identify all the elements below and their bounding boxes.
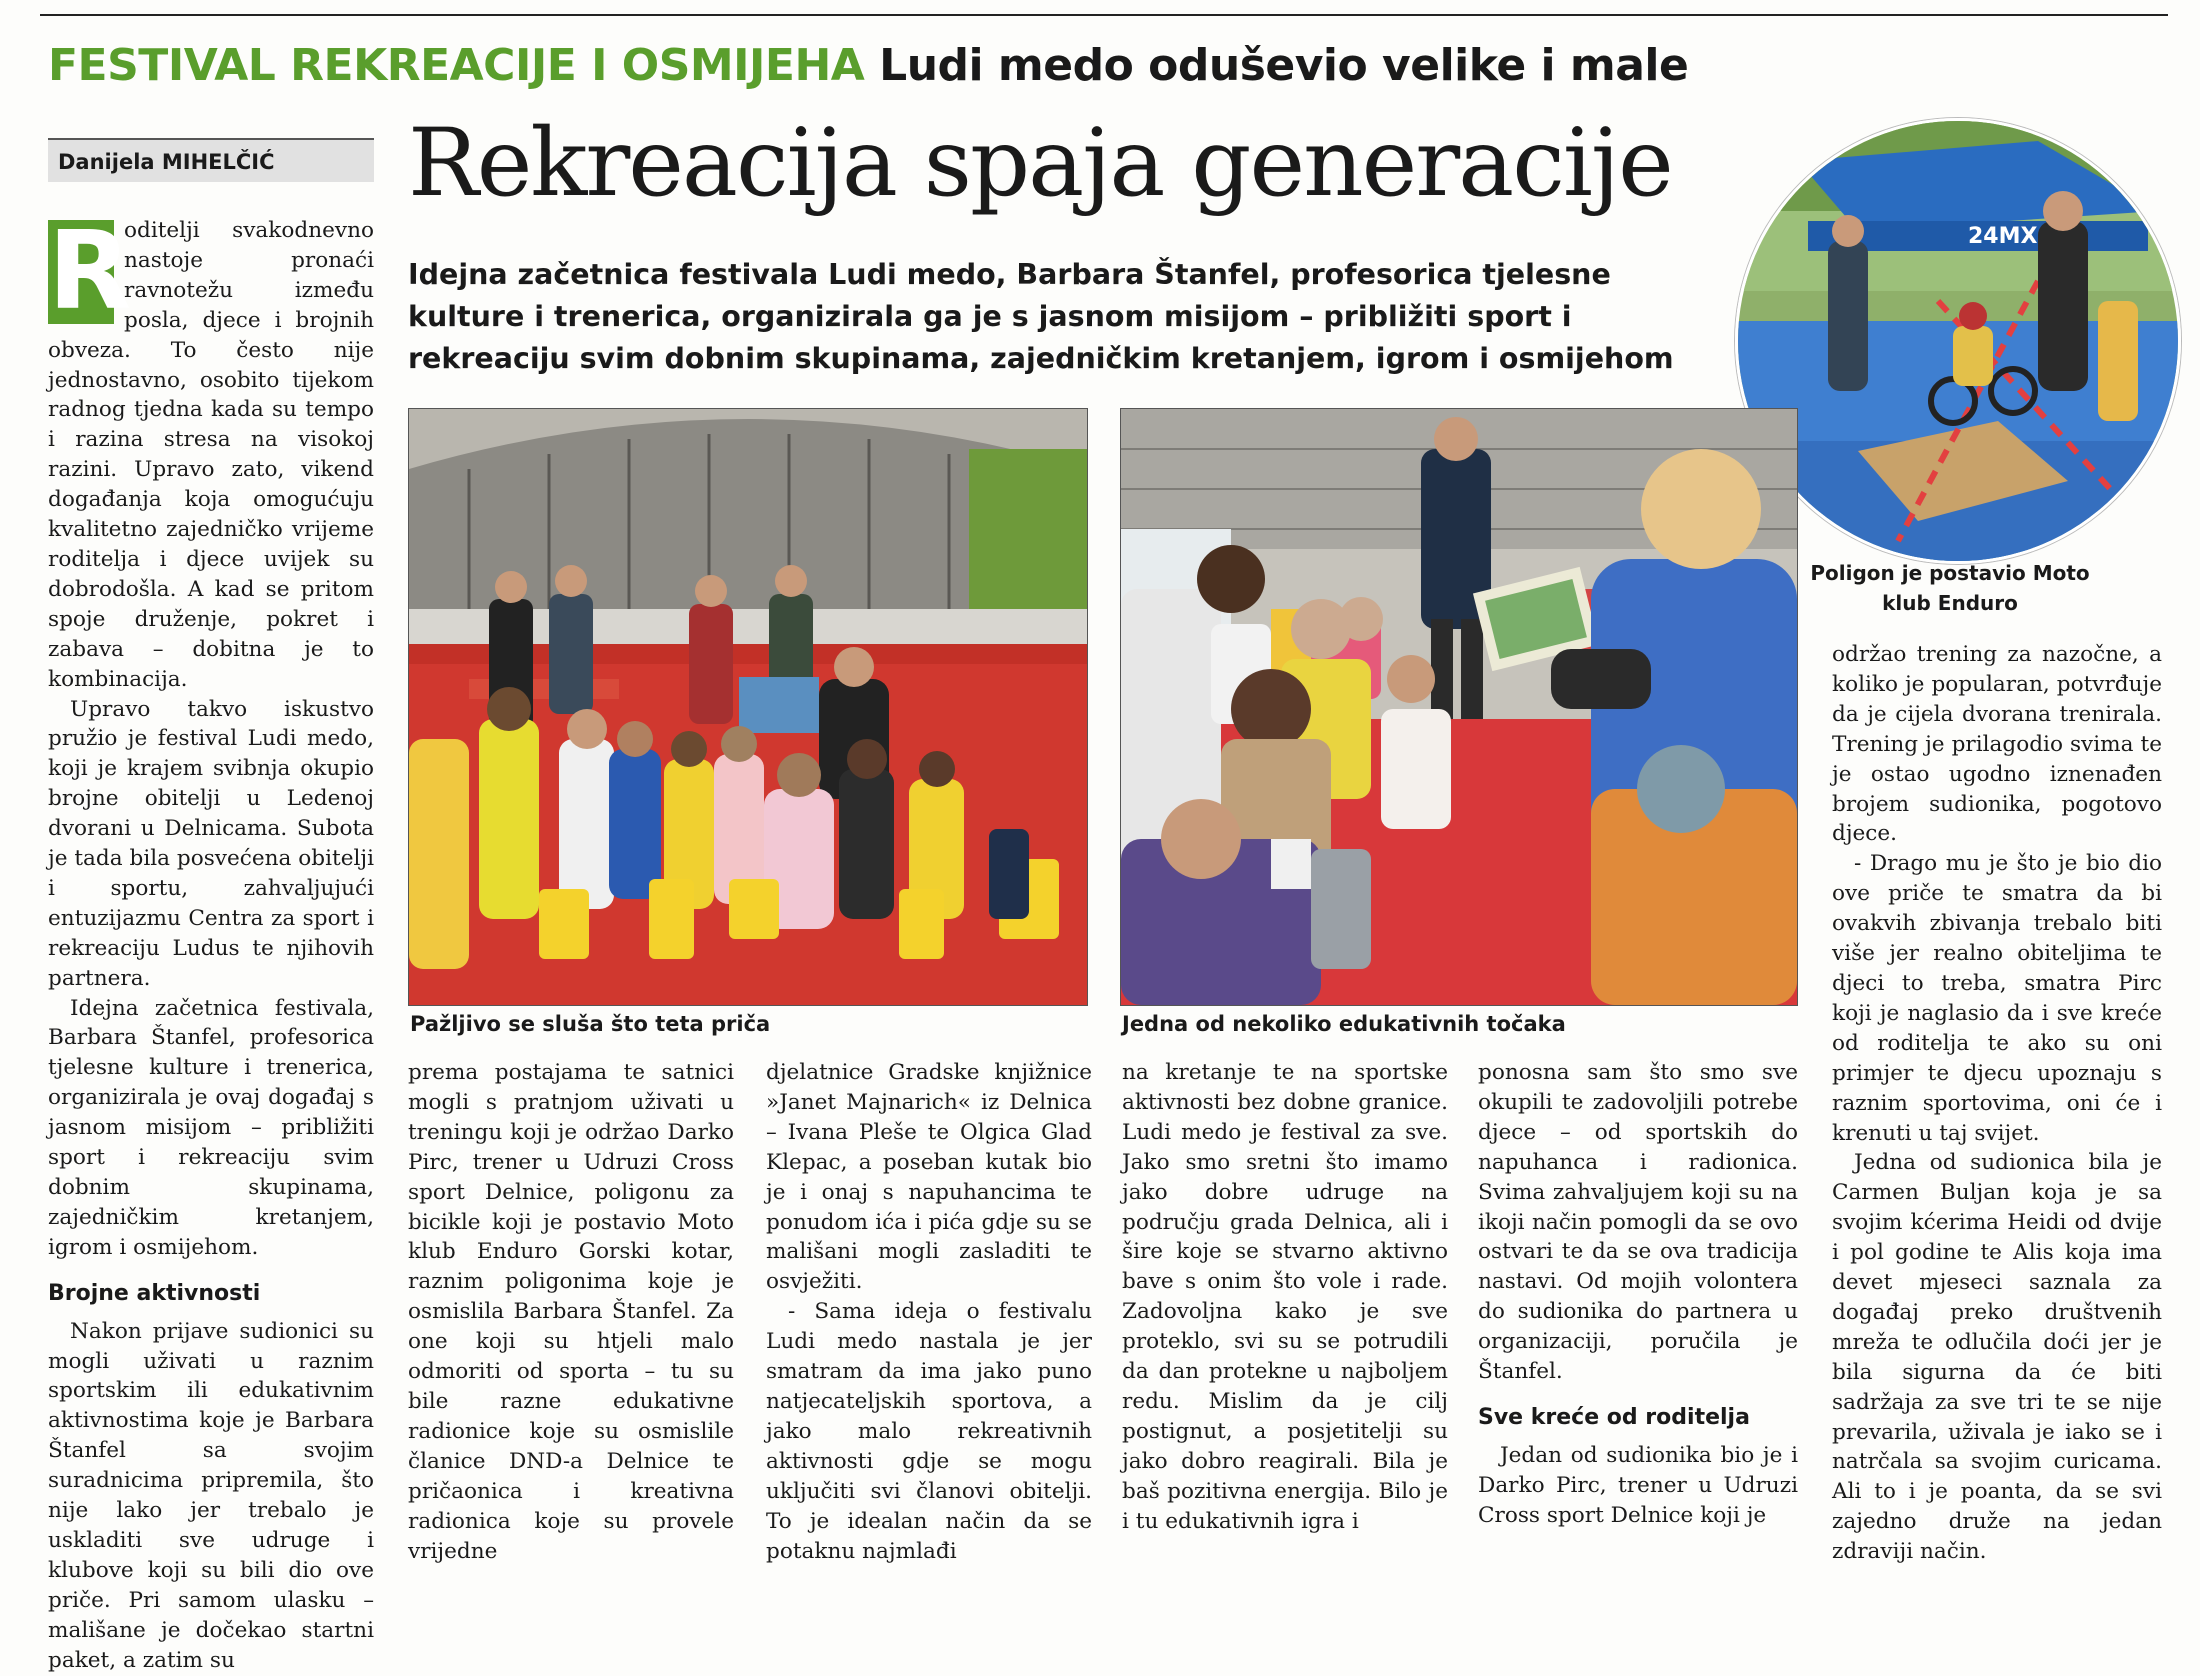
dropcap: R (48, 209, 132, 334)
article-column-6 (1832, 640, 2162, 1567)
article-column-1 (48, 209, 374, 1676)
kicker-green: FESTIVAL REKREACIJE I OSMIJEHA (48, 40, 865, 91)
paragraph: djelatnice Gradske knjižnice »Janet Majnarich« iz Delnica – Ivana Pleše te Olgica Glad Klepac, a poseban kutak bio je i onaj s napuhancima te ponudom ića i pića gdje su se mališani mogli zasladiti te osvježiti. (766, 1060, 1092, 1295)
paragraph: na kretanje te na sportske aktivnosti bez dobne granice. Ludi medo je festival za sve. Jako smo sretni što imamo jako dobre udruge na području grada Delnica, ali i šire koje se stvarno aktivno bave s onim što vole i rade. Zadovoljna kako je sve proteklo, svi su se potrudili da dan protekne u najboljem redu. Mislim da je cilj postignut, a posjetitelji su jako dobro reagirali. Bila je baš pozitivna energija. Bilo je i tu edukativnih igra i (1122, 1060, 1448, 1534)
paragraph: - Drago mu je što je bio dio ove priče te smatra da bi ovakvih zbivanja trebalo biti više jer realno obiteljima te djeci to treba, smatra Pirc koji je naglasio da i sve kreće od roditelja te ako su oni primjer te djecu upoznaju s raznim sportovima, oni će i krenuti u taj svijet. (1832, 851, 2162, 1146)
lead-paragraph (408, 254, 1728, 380)
article-column-3 (766, 1058, 1092, 1566)
paragraph: oditelji svakodnevno nastoje pronaći ravnotežu između posla, djece i brojnih obveza. To često nije jednostavno, osobito tijekom radnog tjedna kada su tempo i razina stresa na visokoj razini. Upravo zato, vikend događanja koja omogućuju kvalitetno zajedničko vrijeme roditelja i djece uvijek su dobrodošla. A kad se pritom spoje druženje, pokret i zabava – dobitna je to kombinacija. (48, 218, 374, 692)
paragraph: Upravo takvo iskustvo pružio je festival Ludi medo, koji je krajem svibnja okupio brojne obitelji u Ledenoj dvorani u Delnicama. Subota je tada bila posvećena obitelji i sportu, zahvaljujući entuzijazmu Centra za sport i rekreaciju Ludus te njihovih partnera. (48, 696, 374, 991)
photo-story-time (408, 408, 1088, 1006)
lead-line: rekreaciju svim dobnim skupinama, zajedničkim kretanjem, igrom i osmijehom (408, 342, 1674, 375)
kicker-dark: Ludi medo oduševio velike i male (879, 40, 1689, 91)
circle-photo-bike-polygon (1735, 118, 2181, 564)
paragraph: - Sama ideja o festivalu Ludi medo nastala je jer smatram da ima jako puno natjecateljskih sportova, a jako malo rekreativnih aktivnosti gdje se mogu uključiti svi članovi obitelji. To je idealan način da se potaknu najmlađi (766, 1299, 1092, 1564)
paragraph: Jedan od sudionika bio je i Darko Pirc, trener u Udruzi Cross sport Delnice koji je (1478, 1442, 1798, 1528)
paragraph: Idejna začetnica festivala, Barbara Štanfel, profesorica tjelesne kulture i trenerica, organizirala je ovaj događaj s jasnom misijom – približiti sport i rekreaciju svim dobnim skupinama, zajedničkim kretanjem, igrom i osmijehom. (48, 995, 374, 1260)
section-kicker (48, 40, 1688, 91)
subhead: Sve kreće od roditelja (1478, 1404, 1750, 1430)
photo-caption-left: Pažljivo se sluša što teta priča (410, 1012, 771, 1036)
headline: Rekreacija spaja generacije (408, 109, 1672, 218)
paragraph: održao trening za nazočne, a koliko je popularan, potvrđuje da je cijela dvorana trenirala. Trening je prilagodio svima te je ostao ugodno iznenađen brojem sudionika, pogotovo djece. (1832, 642, 2162, 847)
photo-caption-right: Jedna od nekoliko edukativnih točaka (1122, 1012, 1566, 1036)
lead-line: Idejna začetnica festivala Ludi medo, Barbara Štanfel, profesorica tjelesne (408, 258, 1611, 291)
article-column-2 (408, 1058, 734, 1566)
paragraph: Jedna od sudionica bila je Carmen Buljan koja je sa svojim kćerima Heidi od dvije i pol godine te Alis koja ima devet mjeseci saznala za događaj preko društvenih mreža te odlučila doći jer je bila sigurna da će biti sadržaja za sve tri te se nije prevarila, uživala je iako se i natrčala sa svojim curicama. Ali to i je poanta, da se svi zajedno druže na jedan zdraviji način. (1832, 1150, 2162, 1565)
article-column-4 (1122, 1058, 1448, 1537)
paragraph: ponosna sam što smo sve okupili te zadovoljili potrebe djece – od sportskih do napuhanca i radionica. Svima zahvaljujem koji su na ikoji način pomogli da se ovo ostvari te da se ova tradicija nastavi. Od mojih volontera do sudionika do partnera u organizaciji, poručila je Štanfel. (1478, 1060, 1798, 1385)
tent-sign: 24MX (1968, 224, 2038, 249)
byline: Danijela MIHELČIĆ (48, 138, 374, 182)
article-column-5 (1478, 1058, 1798, 1531)
lead-line: kulture i trenerica, organizirala ga je s jasnom misijom – približiti sport i (408, 300, 1572, 333)
photo-educational-station (1120, 408, 1798, 1006)
paragraph: prema postajama te satnici mogli s pratnjom uživati u treningu koji je održao Darko Pirc, trener u Udruzi Cross sport Delnice, poligonu za bicikle koji je postavio Moto klub Enduro Gorski kotar, raznim poligonima koje je osmislila Barbara Štanfel. Za one koji su htjeli malo odmoriti od sporta – tu su bile razne edukativne radionice koje su osmislile članice DND-a Delnice te pričaonica i kreativna radionica koje su provele vrijedne (408, 1060, 734, 1564)
top-rule (40, 14, 2168, 16)
circle-photo-caption: Poligon je postavio Moto klub Enduro (1810, 561, 2090, 615)
paragraph: Nakon prijave sudionici su mogli uživati u raznim sportskim ili edukativnim aktivnostima koje je Barbara Štanfel sa svojim suradnicima pripremila, što nije lako jer trebalo je uskladiti sve udruge i klubove koji su bili dio ove priče. Pri samom ulasku – mališane je dočekao startni paket, a zatim su (48, 1318, 374, 1673)
subhead: Brojne aktivnosti (48, 1280, 261, 1306)
